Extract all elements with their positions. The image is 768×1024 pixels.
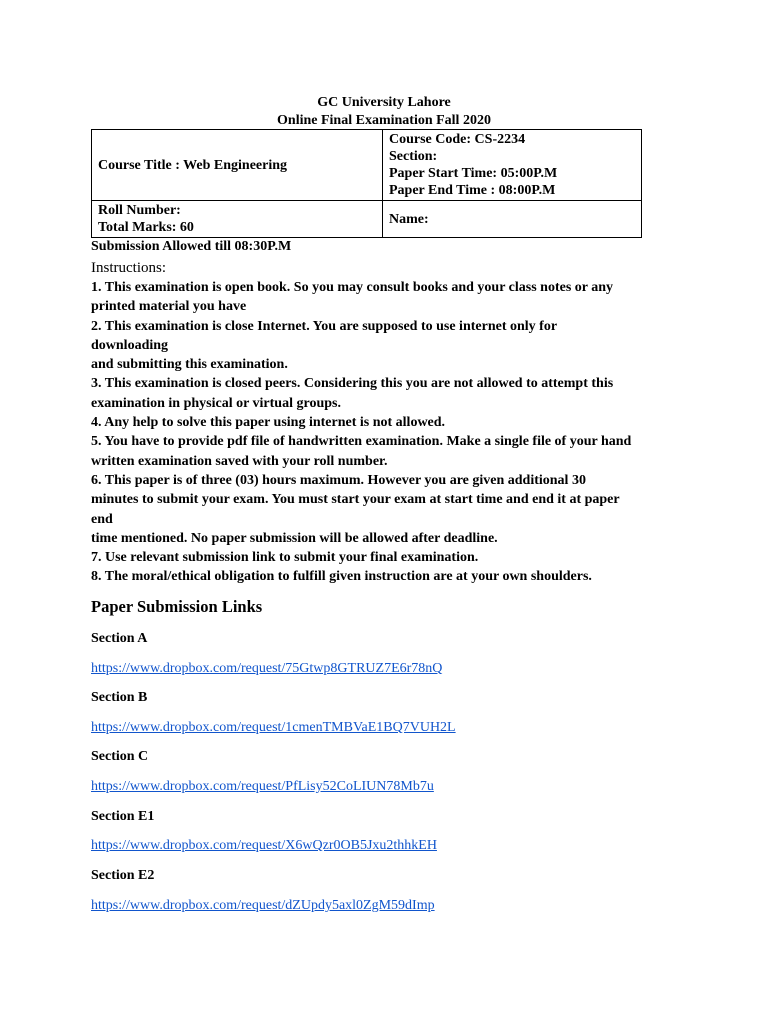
instruction-line: written examination saved with your roll number.: [91, 453, 388, 469]
section-field: Section:: [389, 149, 438, 164]
instruction-line: 2. This examination is close Internet. You are supposed to use internet only for: [91, 318, 558, 334]
roll-number-field: Roll Number:: [98, 203, 181, 218]
section-a-label: Section A: [91, 631, 148, 646]
instruction-line: minutes to submit your exam. You must start your exam at start time and end it at paper: [91, 492, 620, 508]
instructions-list: [91, 278, 691, 587]
submission-deadline: Submission Allowed till 08:30P.M: [91, 239, 292, 254]
instructions-heading: Instructions:: [91, 260, 166, 276]
instruction-line: 3. This examination is closed peers. Considering this you are not allowed to attempt this: [91, 376, 614, 392]
instruction-line: downloading: [91, 337, 169, 353]
university-name: GC University Lahore: [317, 95, 451, 110]
total-marks: Total Marks: 60: [98, 220, 194, 235]
course-info-table: [91, 129, 642, 238]
instruction-line: 8. The moral/ethical obligation to fulfill given instruction are at your own shoulders.: [91, 569, 592, 585]
section-a-link[interactable]: https://www.dropbox.com/request/75Gtwp8GTRUZ7E6r78nQ: [91, 661, 443, 676]
name-cell: [383, 201, 642, 238]
instruction-line: 1. This examination is open book. So you may consult books and your class notes or any: [91, 280, 614, 295]
section-e2-label: Section E2: [91, 868, 155, 883]
paper-start-time: Paper Start Time: 05:00P.M: [389, 166, 558, 181]
section-e2-link[interactable]: https://www.dropbox.com/request/dZUpdy5axl0ZgM59dImp: [91, 898, 435, 913]
section-c-link[interactable]: https://www.dropbox.com/request/PfLisy52CoLIUN78Mb7u: [91, 779, 434, 794]
instruction-line: 5. You have to provide pdf file of handwritten examination. Make a single file of your hand: [91, 434, 632, 450]
table-row: [92, 201, 642, 238]
name-field: Name:: [389, 211, 429, 227]
instruction-line: 4. Any help to solve this paper using internet is not allowed.: [91, 415, 446, 431]
submission-links-heading: Paper Submission Links: [91, 597, 263, 616]
instruction-line: 6. This paper is of three (03) hours maximum. However you are given additional 30: [91, 472, 586, 488]
course-code: Course Code: CS-2234: [389, 132, 526, 147]
paper-end-time: Paper End Time : 08:00P.M: [389, 183, 556, 198]
instruction-line: end: [91, 511, 113, 527]
instruction-line: examination in physical or virtual groups.: [91, 395, 341, 411]
instruction-line: printed material you have: [91, 299, 247, 315]
instruction-line: 7. Use relevant submission link to submit your final examination.: [91, 550, 479, 566]
section-e1-label: Section E1: [91, 809, 155, 824]
section-b-link[interactable]: https://www.dropbox.com/request/1cmenTMBVaE1BQ7VUH2L: [91, 720, 456, 735]
roll-marks-cell: [92, 201, 383, 238]
course-details-cell: [383, 130, 642, 201]
exam-title: Online Final Examination Fall 2020: [277, 113, 491, 128]
section-c-label: Section C: [91, 749, 149, 764]
section-e1-link[interactable]: https://www.dropbox.com/request/X6wQzr0OB5Jxu2thhkEH: [91, 838, 437, 853]
instruction-line: and submitting this examination.: [91, 357, 288, 373]
instruction-line: time mentioned. No paper submission will be allowed after deadline.: [91, 530, 498, 546]
section-b-label: Section B: [91, 690, 148, 705]
table-row: [92, 130, 642, 201]
course-title-cell: [92, 130, 383, 201]
course-title: Course Title : Web Engineering: [98, 157, 288, 173]
